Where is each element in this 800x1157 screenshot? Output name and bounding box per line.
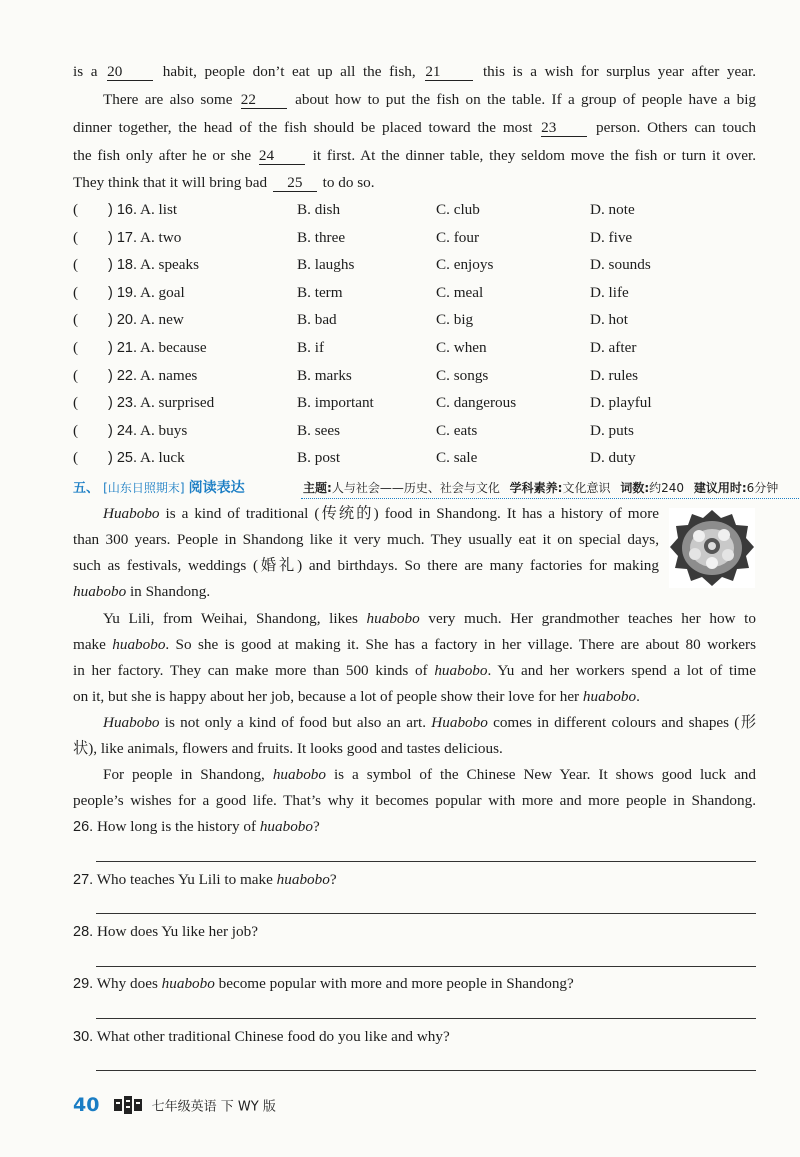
answer-paren[interactable]: ( bbox=[73, 256, 79, 274]
question-28: 28. How does Yu like her job? bbox=[73, 923, 258, 940]
blank-21: 21 bbox=[425, 63, 473, 81]
option-c: C. meal bbox=[436, 283, 484, 301]
option-b: B. marks bbox=[297, 366, 352, 384]
option-d: D. note bbox=[590, 201, 635, 218]
passage2-p2-line1: Yu Lili, from Weihai, Shandong, likes huabobo very much. Her grandmother teaches her how to bbox=[103, 610, 756, 627]
option-b: B. term bbox=[297, 283, 343, 301]
section-meta: 主题:人与社会——历史、社会与文化 学科素养:文化意识 词数:约240 建议用时:6分钟 bbox=[303, 481, 779, 495]
huabobo-photo bbox=[669, 508, 755, 588]
option-b: B. sees bbox=[297, 421, 341, 439]
option-d: D. puts bbox=[590, 421, 634, 439]
option-b: B. dish bbox=[297, 201, 341, 218]
option-c: C. dangerous bbox=[436, 394, 517, 412]
blank-25: 25 bbox=[273, 174, 317, 192]
choice-number-and-option-a: ) 19. A. goal bbox=[108, 283, 185, 301]
blank-22: 22 bbox=[241, 91, 287, 109]
answer-paren[interactable]: ( bbox=[73, 366, 79, 384]
choice-number-and-option-a: ) 23. A. surprised bbox=[108, 394, 215, 412]
section-header bbox=[73, 478, 779, 498]
choice-number-and-option-a: ) 22. A. names bbox=[108, 366, 198, 384]
option-c: C. eats bbox=[436, 421, 478, 439]
blank-23: 23 bbox=[541, 119, 587, 137]
choice-number-and-option-a: ) 18. A. speaks bbox=[108, 256, 200, 274]
answer-paren[interactable]: ( bbox=[73, 283, 79, 301]
passage2-p3-line2: 状), like animals, flowers and fruits. It looks good and tastes delicious. bbox=[73, 740, 503, 757]
blank-20: 20 bbox=[107, 63, 153, 81]
answer-line-30[interactable] bbox=[96, 1070, 756, 1071]
answer-line-29[interactable] bbox=[96, 1018, 756, 1019]
section-title: 阅读表达 bbox=[188, 480, 245, 496]
question-29: 29. Why does huabobo become popular with more and more people in Shandong? bbox=[73, 975, 574, 992]
section-number: 五、 bbox=[73, 481, 100, 496]
answer-paren[interactable]: ( bbox=[73, 421, 79, 439]
answer-paren[interactable]: ( bbox=[73, 339, 79, 356]
option-b: B. laughs bbox=[297, 256, 355, 274]
passage2-p1-line2: than 300 years. People in Shandong like it very much. They usually eat it on special days, bbox=[73, 531, 659, 548]
option-c: C. when bbox=[436, 339, 487, 356]
option-d: D. hot bbox=[590, 311, 628, 329]
choice-number-and-option-a: ) 25. A. luck bbox=[108, 449, 185, 467]
passage2-p4-line1: For people in Shandong, huabobo is a symbol of the Chinese New Year. It shows good luck and bbox=[103, 766, 756, 783]
passage2-p1-line4: huabobo in Shandong. bbox=[73, 583, 211, 600]
passage2-p1-line1: Huabobo is a kind of traditional (传统的) food in Shandong. It has a history of more bbox=[103, 505, 659, 522]
choice-number-and-option-a: ) 16. A. list bbox=[108, 201, 178, 218]
passage1-line5: They think that it will bring bad 25 to do so. bbox=[73, 174, 375, 191]
option-d: D. five bbox=[590, 228, 633, 246]
passage2-p1-line3: such as festivals, weddings (婚礼) and birthdays. So there are many factories for making bbox=[73, 557, 659, 574]
choice-number-and-option-a: ) 17. A. two bbox=[108, 228, 182, 246]
option-b: B. important bbox=[297, 394, 374, 412]
page-footer bbox=[73, 1094, 276, 1116]
passage2-p2-line2: make huabobo. So she is good at making it. She has a factory in her village. There are about 80 workers bbox=[73, 636, 757, 653]
answer-line-27[interactable] bbox=[96, 913, 756, 914]
answer-paren[interactable]: ( bbox=[73, 311, 79, 329]
passage1-line1: is a 20 habit, people don’t eat up all the fish, 21 this is a wish for surplus year after year. bbox=[73, 63, 757, 80]
option-d: D. rules bbox=[590, 366, 639, 384]
option-b: B. if bbox=[297, 339, 325, 356]
option-c: C. enjoys bbox=[436, 256, 494, 274]
option-d: D. life bbox=[590, 283, 629, 301]
answer-paren[interactable]: ( bbox=[73, 228, 79, 246]
passage1-line4: the fish only after he or she 24 it first. At the dinner table, they seldom move the fish or turn it over. bbox=[73, 147, 757, 164]
passage2-p4-line2: people’s wishes for a good life. That’s why it becomes popular with more and more people in Shandong. bbox=[73, 792, 756, 809]
section-source: [山东日照期末] bbox=[103, 481, 185, 495]
answer-paren[interactable]: ( bbox=[73, 449, 79, 467]
option-d: D. duty bbox=[590, 449, 636, 467]
question-30: 30. What other traditional Chinese food do you like and why? bbox=[73, 1028, 450, 1045]
passage2-p3-line1: Huabobo is not only a kind of food but also an art. Huabobo comes in different colours and shapes (形 bbox=[103, 714, 757, 731]
option-c: C. four bbox=[436, 228, 480, 246]
option-b: B. bad bbox=[297, 311, 337, 329]
page-number: 40 bbox=[73, 1094, 100, 1116]
choice-number-and-option-a: ) 20. A. new bbox=[108, 311, 184, 329]
option-c: C. songs bbox=[436, 366, 489, 384]
option-c: C. big bbox=[436, 311, 474, 329]
question-26: 26. How long is the history of huabobo? bbox=[73, 818, 320, 835]
option-b: B. three bbox=[297, 228, 346, 246]
blank-24: 24 bbox=[259, 147, 305, 165]
option-c: C. sale bbox=[436, 449, 478, 467]
book-title: 七年级英语 下 WY 版 bbox=[151, 1099, 276, 1115]
option-b: B. post bbox=[297, 449, 341, 467]
answer-line-26[interactable] bbox=[96, 861, 756, 862]
passage1-line3: dinner together, the head of the fish should be placed toward the most 23 person. Others can touch bbox=[73, 119, 756, 136]
option-d: D. after bbox=[590, 339, 637, 356]
answer-line-28[interactable] bbox=[96, 966, 756, 967]
option-d: D. playful bbox=[590, 394, 652, 412]
passage2-p2-line4: on it, but she is happy about her job, because a lot of people show their love for her huabobo. bbox=[73, 688, 640, 705]
section-divider bbox=[301, 498, 800, 499]
publisher-logo-icon bbox=[113, 1095, 143, 1115]
choice-number-and-option-a: ) 24. A. buys bbox=[108, 421, 188, 439]
answer-paren[interactable]: ( bbox=[73, 201, 79, 218]
option-d: D. sounds bbox=[590, 256, 651, 274]
question-27: 27. Who teaches Yu Lili to make huabobo? bbox=[73, 871, 337, 888]
passage1-line2: There are also some 22 about how to put the fish on the table. If a group of people have a big bbox=[103, 91, 757, 108]
answer-paren[interactable]: ( bbox=[73, 394, 79, 412]
passage2-p2-line3: in her factory. They can make more than 500 kinds of huabobo. Yu and her workers spend a lot of time bbox=[73, 662, 756, 679]
choice-number-and-option-a: ) 21. A. because bbox=[108, 339, 207, 356]
option-c: C. club bbox=[436, 201, 480, 218]
